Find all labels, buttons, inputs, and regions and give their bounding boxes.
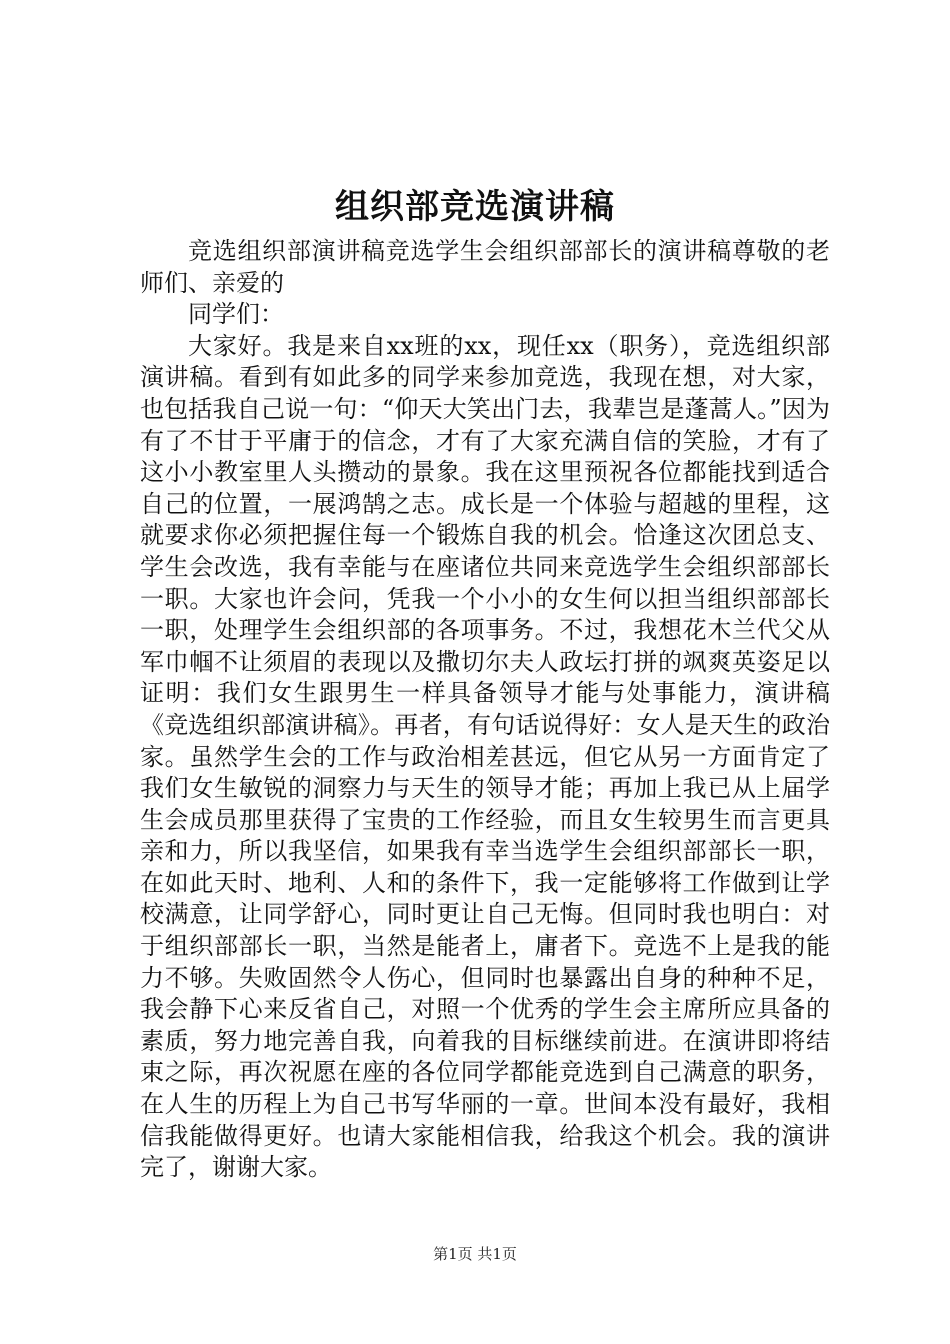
document-body (140, 236, 830, 1184)
body-paragraph-opening: 竞选组织部演讲稿竞选学生会组织部部长的演讲稿尊敬的老师们、亲爱的 (140, 237, 830, 297)
body-paragraph-main: 大家好。我是来自xx班的xx，现任xx（职务），竞选组织部演讲稿。看到有如此多的同学来参加竞选，我现在想，对大家，也包括我自己说一句：“仰天大笑出门去，我辈岂是蓬蒿人。”因为有了不甘于平庸于的信念，才有了大家充满自信的笑脸，才有了这小小教室里人头攒动的景象。我在这里预祝各位都能找到适合自己的位置，一展鸿鹄之志。成长是一个体验与超越的里程，这就要求你必须把握住每一个锻炼自我的机会。恰逢这次团总支、学生会改选，我有幸能与在座诸位共同来竞选学生会组织部部长一职。大家也许会问，凭我一个小小的女生何以担当组织部部长一职，处理学生会组织部的各项事务。不过，我想花木兰代父从军巾帼不让须眉的表现以及撒切尔夫人政坛打拼的飒爽英姿足以证明：我们女生跟男生一样具备领导才能与处事能力，演讲稿《竞选组织部演讲稿》。再者，有句话说得好：女人是天生的政治家。虽然学生会的工作与政治相差甚远，但它从另一方面肯定了我们女生敏锐的洞察力与天生的领导才能；再加上我已从上届学生会成员那里获得了宝贵的工作经验，而且女生较男生而言更具亲和力，所以我坚信，如果我有幸当选学生会组织部部长一职，在如此天时、地利、人和的条件下，我一定能够将工作做到让学校满意，让同学舒心，同时更让自己无悔。但同时我也明白：对于组织部部长一职，当然是能者上，庸者下。竞选不上是我的能力不够。失败固然令人伤心，但同时也暴露出自身的种种不足，我会静下心来反省自己，对照一个优秀的学生会主席所应具备的素质，努力地完善自我，向着我的目标继续前进。在演讲即将结束之际，再次祝愿在座的各位同学都能竞选到自己满意的职务，在人生的历程上为自己书写华丽的一章。世间本没有最好，我相信我能做得更好。也请大家能相信我，给我这个机会。我的演讲完了，谢谢大家。 (140, 331, 830, 1182)
document-title: 组织部竞选演讲稿 (335, 187, 615, 227)
page-footer: 第1页 共1页 (433, 1245, 517, 1263)
body-paragraph-salutation: 同学们： (188, 300, 284, 329)
